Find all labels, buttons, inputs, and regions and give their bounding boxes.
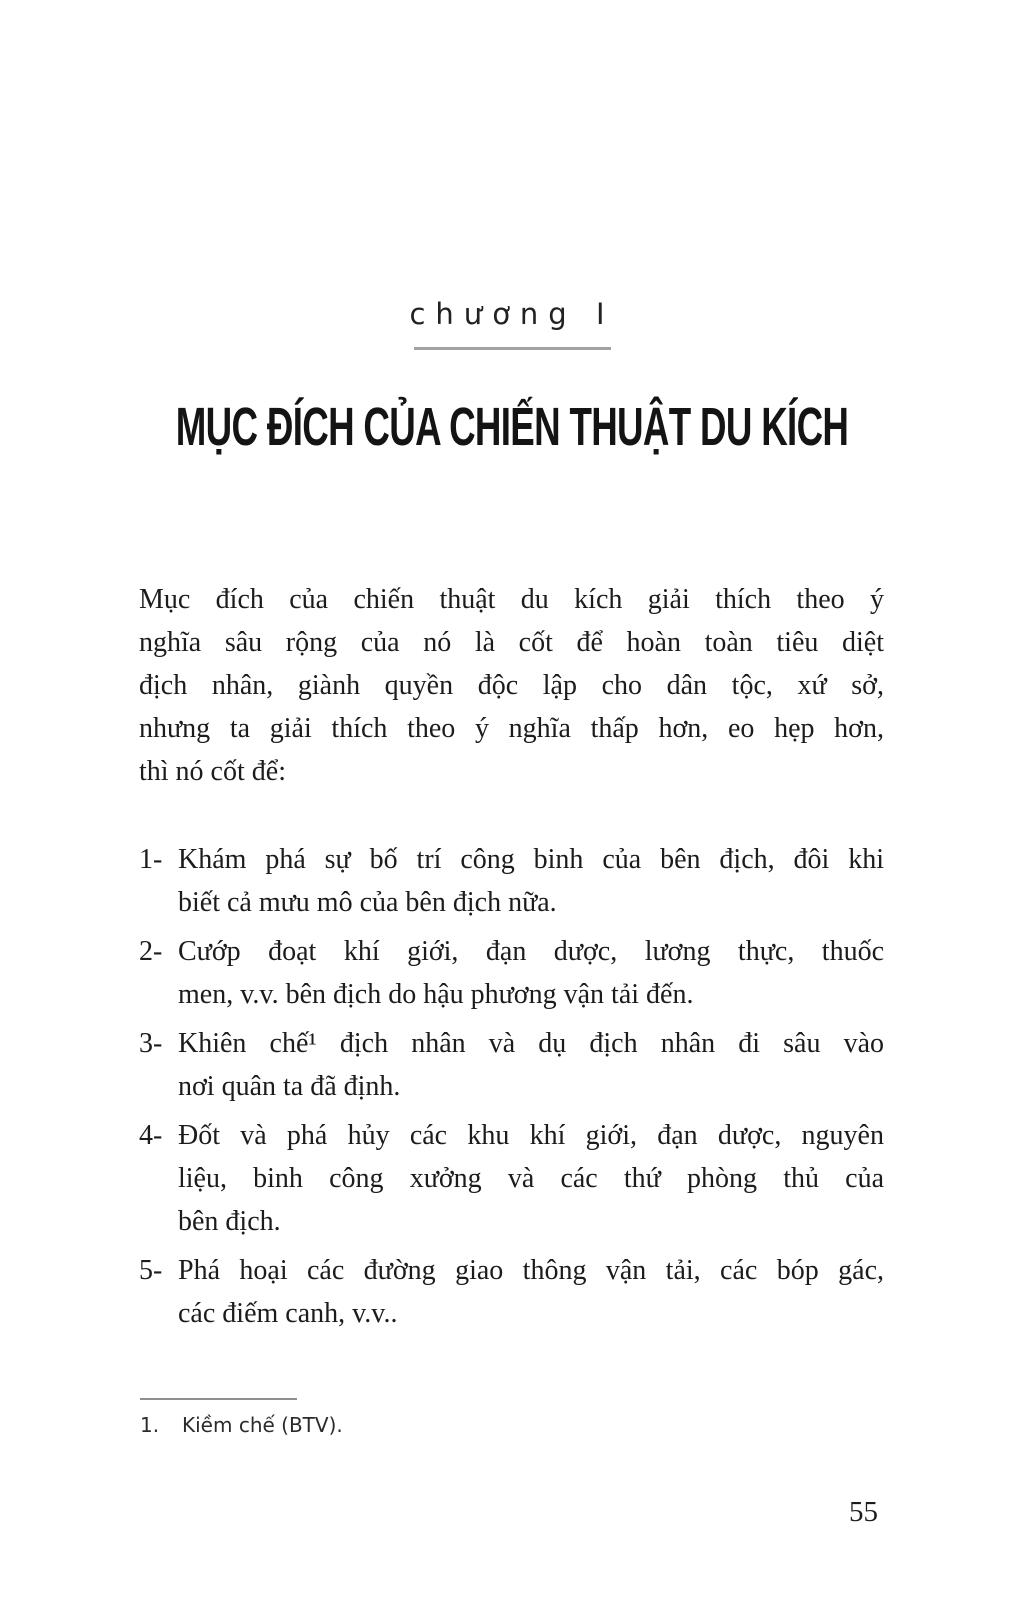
item-line: Phá hoại các đường giao thông vận tải, các bóp gác, bbox=[178, 1255, 884, 1286]
list-item bbox=[139, 1249, 884, 1335]
numbered-list bbox=[139, 838, 884, 1335]
item-text bbox=[178, 838, 884, 924]
item-line: Khám phá sự bố trí công binh của bên địch, đôi khi bbox=[178, 844, 884, 875]
chapter-label: chương I bbox=[409, 297, 615, 331]
intro-line: thì nó cốt để: bbox=[139, 756, 286, 787]
item-number: 1- bbox=[139, 844, 163, 875]
list-item bbox=[139, 1114, 884, 1243]
intro-line: nghĩa sâu rộng của nó là cốt để hoàn toàn tiêu diệt bbox=[139, 627, 884, 658]
item-line: Cướp đoạt khí giới, đạn dược, lương thực, thuốc bbox=[178, 936, 884, 967]
page-number: 55 bbox=[849, 1496, 878, 1528]
intro-paragraph bbox=[139, 578, 884, 793]
item-number: 3- bbox=[139, 1028, 163, 1059]
page-title: MỤC ĐÍCH CỦA CHIẾN THUẬT DU KÍCH bbox=[175, 397, 849, 457]
intro-line: Mục đích của chiến thuật du kích giải thích theo ý bbox=[139, 584, 884, 615]
item-number: 5- bbox=[139, 1255, 163, 1286]
intro-line: địch nhân, giành quyền độc lập cho dân tộc, xứ sở, bbox=[139, 670, 884, 701]
item-line: bên địch. bbox=[178, 1206, 281, 1237]
footnote bbox=[140, 1410, 790, 1440]
item-line: biết cả mưu mô của bên địch nữa. bbox=[178, 887, 557, 918]
item-line: liệu, binh công xưởng và các thứ phòng thủ của bbox=[178, 1163, 884, 1194]
list-item bbox=[139, 1022, 884, 1108]
item-number: 4- bbox=[139, 1120, 163, 1151]
chapter-rule bbox=[414, 347, 611, 350]
item-number: 2- bbox=[139, 936, 163, 967]
footnote-text: Kiềm chế (BTV). bbox=[182, 1413, 343, 1437]
item-line: Khiên chế¹ địch nhân và dụ địch nhân đi sâu vào bbox=[178, 1028, 884, 1059]
footnote-rule bbox=[140, 1398, 297, 1400]
footnote-number: 1. bbox=[140, 1413, 160, 1437]
item-line: nơi quân ta đã định. bbox=[178, 1071, 401, 1102]
item-text bbox=[178, 1249, 884, 1335]
item-line: men, v.v. bên địch do hậu phương vận tải đến. bbox=[178, 979, 694, 1010]
chapter-heading bbox=[0, 297, 1024, 350]
intro-line: nhưng ta giải thích theo ý nghĩa thấp hơn, eo hẹp hơn, bbox=[139, 713, 884, 744]
list-item bbox=[139, 930, 884, 1016]
item-text bbox=[178, 930, 884, 1016]
item-text bbox=[178, 1022, 884, 1108]
item-line: các điếm canh, v.v.. bbox=[178, 1298, 398, 1329]
item-line: Đốt và phá hủy các khu khí giới, đạn dược, nguyên bbox=[178, 1120, 884, 1151]
list-item bbox=[139, 838, 884, 924]
item-text bbox=[178, 1114, 884, 1243]
